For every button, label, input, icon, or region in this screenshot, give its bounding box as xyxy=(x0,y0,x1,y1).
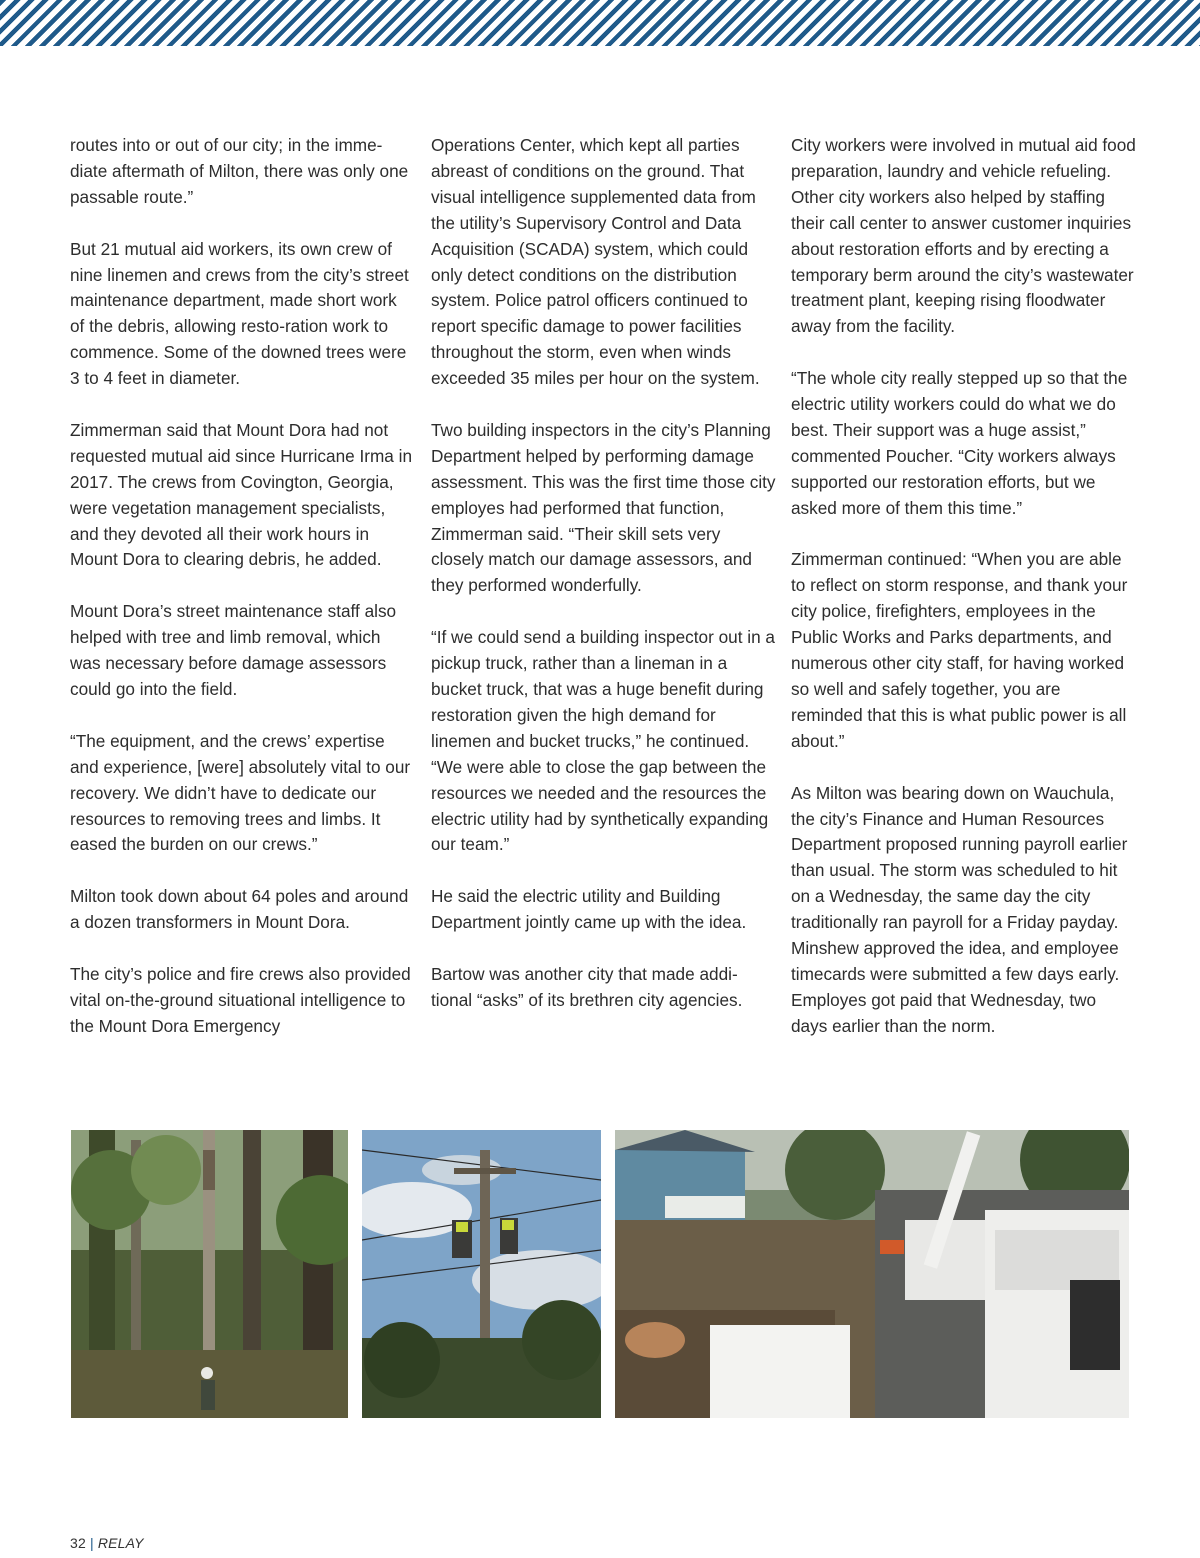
photo-bucket-trucks-street xyxy=(615,1130,1129,1418)
paragraph: routes into or out of our city; in the imme-diate aftermath of Milton, there was only one passable route.” xyxy=(70,135,409,207)
paragraph: But 21 mutual aid workers, its own crew of nine linemen and crews from the city’s street maintenance department, made short work of the debris, allowing resto-ration work to commence. Some of the downed trees were 3 to 4 feet in diameter. xyxy=(70,238,409,389)
paragraph: Mount Dora’s street maintenance staff also helped with tree and limb removal, which was necessary before damage assessors could go into the field. xyxy=(70,601,397,699)
text-column-2 xyxy=(431,133,776,1040)
paragraph: Zimmerman said that Mount Dora had not requested mutual aid since Hurricane Irma in 2017. The crews from Covington, Georgia, were vegetation management specialists, and they devoted all their work hours in Mount Dora to clearing debris, he added. xyxy=(70,419,413,570)
text-column-1 xyxy=(70,133,415,1066)
decorative-stripe-band xyxy=(0,0,1200,46)
photo-forest-tree-work xyxy=(71,1130,348,1418)
paragraph: The city’s police and fire crews also provided vital on-the-ground situational intelligence to the Mount Dora Emergency xyxy=(70,963,411,1036)
footer-separator: | xyxy=(89,1535,94,1551)
paragraph: Operations Center, which kept all parties abreast of conditions on the ground. That visual intelligence supplemented data from the utility’s Supervisory Control and Data Acquisition (SCADA) system, which could only detect conditions on the distribution system. Police patrol officers continued to report specific damage to power facilities throughout the storm, even when winds exceeded 35 miles per hour on the system. xyxy=(431,135,760,389)
paragraph: “The whole city really stepped up so that the electric utility workers could do what we do best. Their support was a huge assist,” commented Poucher. “City workers always supported our restoration efforts, but we asked more of them this time.” xyxy=(791,368,1128,518)
paragraph: “If we could send a building inspector out in a pickup truck, rather than a lineman in a bucket truck, that was a huge benefit during restoration given the high demand for linemen and bucket trucks,” he continued. “We were able to close the gap between the resources we needed and the resources the electric utility had by synthetically expanding our team.” xyxy=(431,627,775,855)
paragraph: As Milton was bearing down on Wauchula, the city’s Finance and Human Resources Department proposed running payroll earlier than usual. The storm was scheduled to hit on a Wednesday, the same day the city traditionally ran payroll for a Friday payday. Minshew approved the idea, and employee timecards were submitted a few days early. Employes got paid that Wednesday, two days earlier than the norm. xyxy=(791,782,1128,1036)
paragraph: Zimmerman continued: “When you are able to reflect on storm response, and thank your city police, firefighters, employees in the Public Works and Parks departments, and numerous other city staff, for having worked so well and safely together, you are reminded that this is what public power is all about.” xyxy=(791,549,1128,751)
page-number: 32 xyxy=(70,1535,86,1551)
page-footer xyxy=(70,1535,144,1551)
text-column-3 xyxy=(791,133,1136,1066)
publication-name: RELAY xyxy=(97,1535,144,1551)
paragraph: Bartow was another city that made addi-tional “asks” of its brethren city agencies. xyxy=(431,963,743,1010)
paragraph: Two building inspectors in the city’s Planning Department helped by performing damage assessment. This was the first time those city employes had performed that function, Zimmerman said. “Their skill sets very closely match our damage assessors, and they performed wonderfully. xyxy=(431,419,776,596)
photo-utility-pole-linemen xyxy=(362,1130,601,1418)
paragraph: Milton took down about 64 poles and around a dozen transformers in Mount Dora. xyxy=(70,886,409,933)
paragraph: He said the electric utility and Building Department jointly came up with the idea. xyxy=(431,886,747,933)
paragraph: City workers were involved in mutual aid food preparation, laundry and vehicle refueling. Other city workers also helped by staffing their call center to answer customer inquiries about restoration efforts and by erecting a temporary berm around the city’s wastewater treatment plant, keeping rising floodwater away from the facility. xyxy=(791,135,1136,337)
paragraph: “The equipment, and the crews’ expertise and experience, [were] absolutely vital to our recovery. We didn’t have to dedicate our resources to removing trees and limbs. It eased the burden on our crews.” xyxy=(70,730,411,855)
